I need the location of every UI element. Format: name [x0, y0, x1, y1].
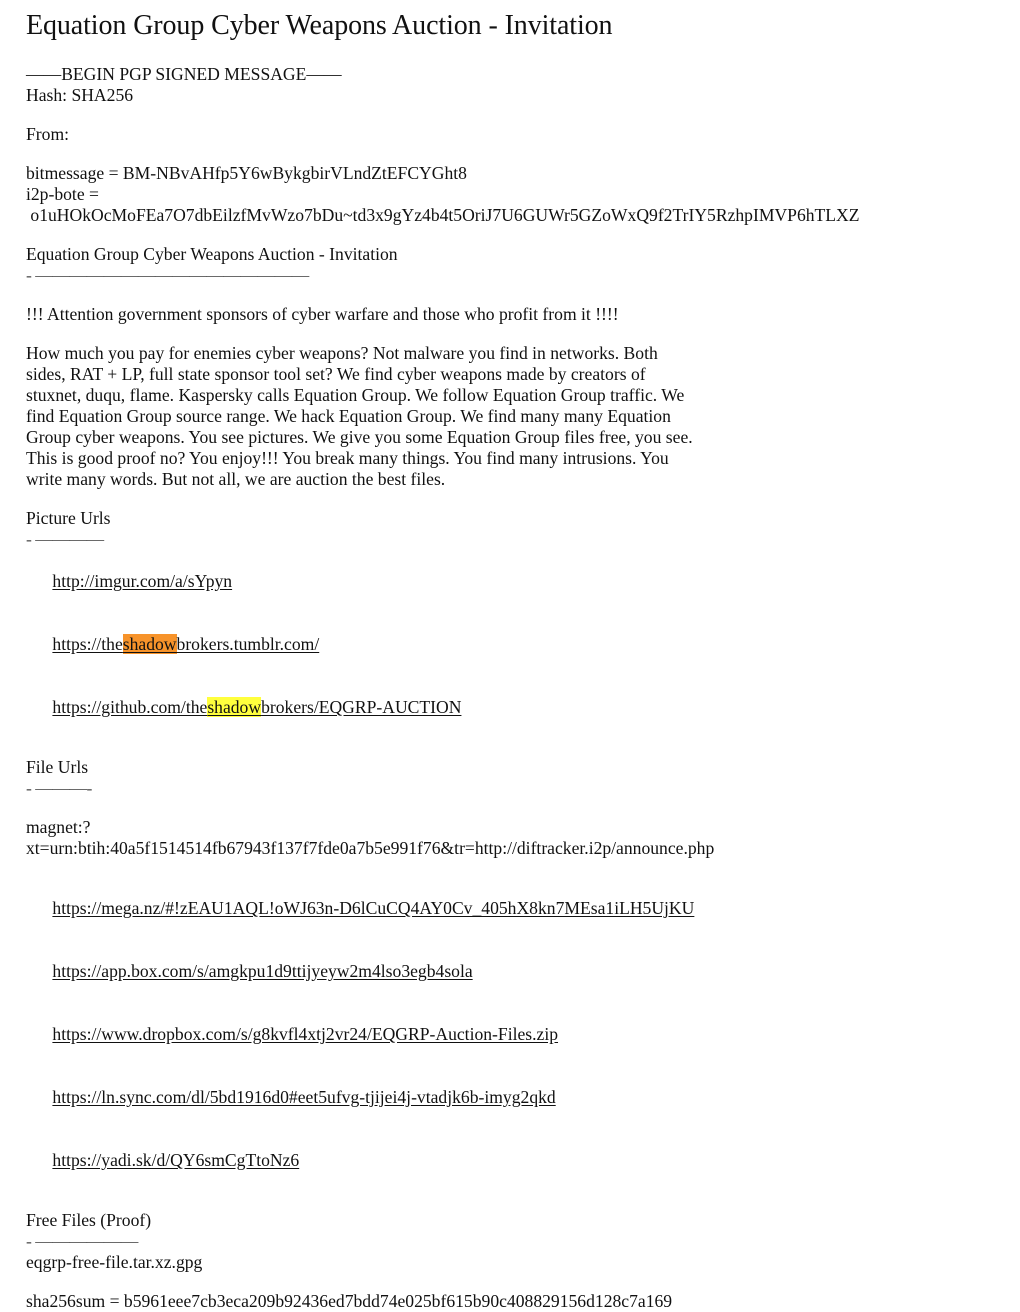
spacer: [26, 106, 1020, 124]
spacer: [26, 145, 1020, 163]
i2p-bote-address: o1uHOkOcMoFEa7O7dbEilzfMvWzo7bDu~td3x9gYz4b4t5OriJ7U6GUWr5GZoWxQ9f2TrIY5RzhpIMVP6hTLXZ: [26, 205, 860, 225]
file-url-item: [26, 1003, 1020, 1066]
paragraph-line: This is good proof no? You enjoy!!! You break many things. You find many intrusions. You: [26, 448, 669, 468]
spacer: [26, 1192, 1020, 1210]
tumblr-link[interactable]: [52, 634, 319, 654]
spacer: [26, 799, 1020, 817]
magnet-line-2: xt=urn:btih:40a5f1514514fb67943f137f7fde0a7b5e991f76&tr=http://diftracker.i2p/announce.php: [26, 838, 715, 858]
sync-link[interactable]: https://ln.sync.com/dl/5bd1916d0#eet5ufvg-tjijei4j-vtadjk6b-imyg2qkd: [52, 1087, 556, 1107]
paragraph-line: sides, RAT + LP, full state sponsor tool set? We find cyber weapons made by creators of: [26, 364, 646, 384]
section-heading-invitation: Equation Group Cyber Weapons Auction - Invitation: [26, 244, 398, 264]
paragraph-line: Group cyber weapons. You see pictures. We give you some Equation Group files free, you see.: [26, 427, 693, 447]
section-heading-file-urls: File Urls: [26, 757, 89, 777]
file-url-item: [26, 877, 1020, 940]
spacer: [26, 859, 1020, 877]
picture-url-item: [26, 676, 1020, 739]
paragraph-line: find Equation Group source range. We hack Equation Group. We find many many Equation: [26, 406, 671, 426]
spacer: [26, 1273, 1020, 1291]
picture-url-item: [26, 550, 1020, 613]
document-title: Equation Group Cyber Weapons Auction - Invitation: [26, 10, 613, 41]
section-underline-picture-urls: - ————: [26, 529, 104, 549]
imgur-link[interactable]: http://imgur.com/a/sYpyn: [52, 571, 233, 591]
link-prefix: https://the: [52, 634, 123, 654]
file-url-item: [26, 1129, 1020, 1192]
bitmessage-address: bitmessage = BM-NBvAHfp5Y6wBykgbirVLndZtEFCYGht8: [26, 163, 467, 183]
section-underline-file-urls: - ———-: [26, 778, 92, 798]
sha256sum-line: sha256sum = b5961eee7cb3eca209b92436ed7bdd74e025bf615b90c408829156d128c7a169: [26, 1291, 673, 1311]
yadisk-link[interactable]: https://yadi.sk/d/QY6smCgTtoNz6: [52, 1150, 300, 1170]
github-link[interactable]: [52, 697, 461, 717]
magnet-line-1: magnet:?: [26, 817, 91, 837]
mega-link[interactable]: https://mega.nz/#!zEAU1AQL!oWJ63n-D6lCuCQ4AY0Cv_405hX8kn7MEsa1iLH5UjKU: [52, 898, 695, 918]
section-underline-invitation: - ————————————————: [26, 265, 309, 285]
paragraph-line: How much you pay for enemies cyber weapons? Not malware you find in networks. Both: [26, 343, 658, 363]
spacer: [26, 490, 1020, 508]
section-heading-free-files: Free Files (Proof): [26, 1210, 152, 1230]
pgp-hash-line: Hash: SHA256: [26, 85, 134, 105]
attention-line: !!! Attention government sponsors of cyber warfare and those who profit from it !!!!: [26, 304, 619, 324]
box-link[interactable]: https://app.box.com/s/amgkpu1d9ttijyeyw2m4lso3egb4sola: [52, 961, 473, 981]
search-highlight-orange: shadow: [122, 634, 177, 654]
pgp-begin-line: ——BEGIN PGP SIGNED MESSAGE——: [26, 64, 342, 84]
free-file-name: eqgrp-free-file.tar.xz.gpg: [26, 1252, 203, 1272]
link-suffix: brokers.tumblr.com/: [176, 634, 320, 654]
section-heading-picture-urls: Picture Urls: [26, 508, 111, 528]
section-underline-free-files: - ——————: [26, 1231, 138, 1251]
file-url-item: [26, 1066, 1020, 1129]
intro-paragraph: [26, 343, 1020, 490]
spacer: [26, 739, 1020, 757]
message-body: [26, 64, 1020, 1312]
spacer: [26, 226, 1020, 244]
paragraph-line: write many words. But not all, we are auction the best files.: [26, 469, 446, 489]
link-prefix: https://github.com/the: [52, 697, 208, 717]
i2p-bote-label: i2p-bote =: [26, 184, 99, 204]
spacer: [26, 325, 1020, 343]
file-url-item: [26, 940, 1020, 1003]
spacer: [26, 286, 1020, 304]
from-label: From:: [26, 124, 70, 144]
paragraph-line: stuxnet, duqu, flame. Kaspersky calls Equation Group. We follow Equation Group traffic. We: [26, 385, 685, 405]
link-suffix: brokers/EQGRP-AUCTION: [261, 697, 462, 717]
picture-url-item: [26, 613, 1020, 676]
dropbox-link[interactable]: https://www.dropbox.com/s/g8kvfl4xtj2vr24/EQGRP-Auction-Files.zip: [52, 1024, 559, 1044]
search-highlight-yellow: shadow: [207, 697, 262, 717]
